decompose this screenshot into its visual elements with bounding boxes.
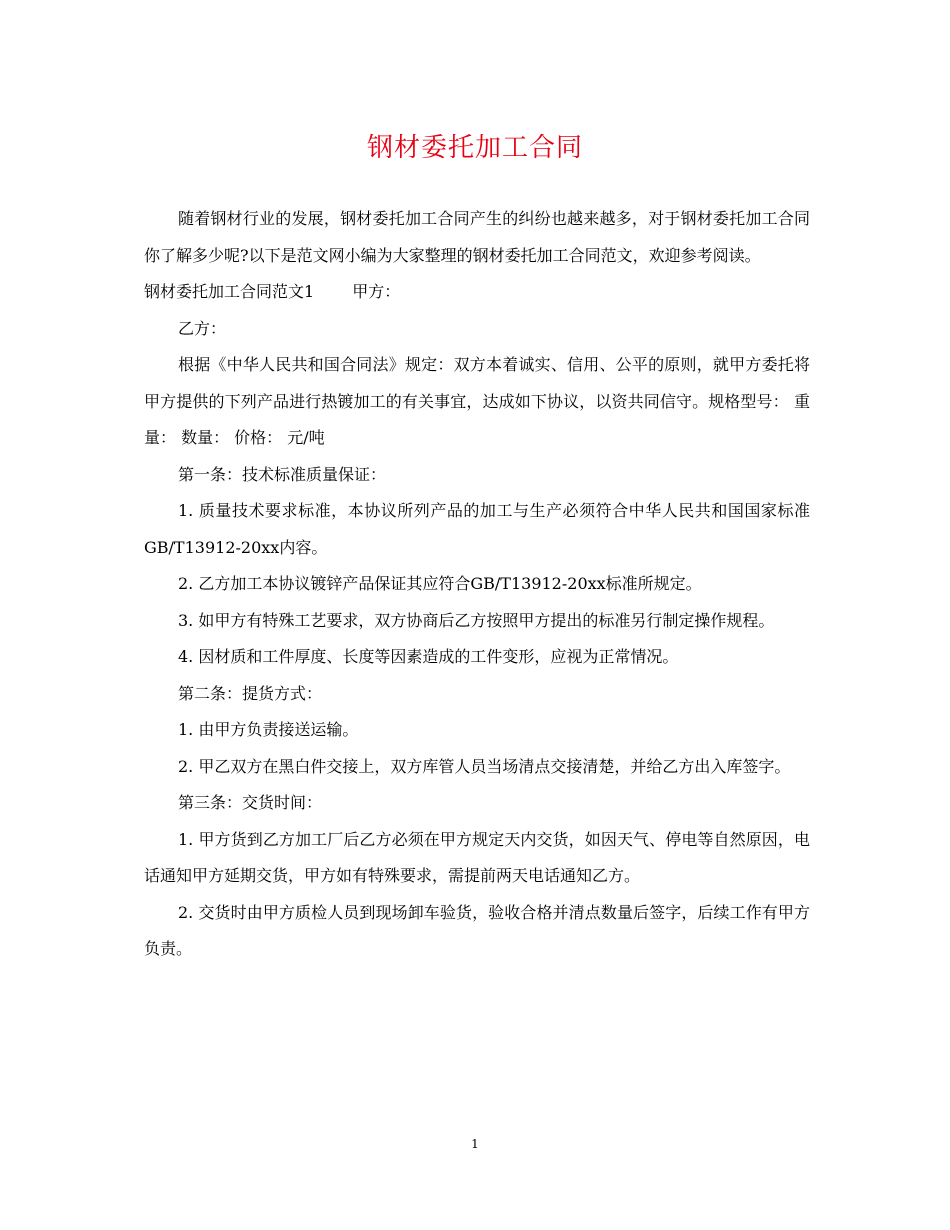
article1-heading: 第一条：技术标准质量保证： [178,464,387,484]
document-body [144,201,810,968]
party-a-label: 甲方： [352,282,401,301]
article1-item: 1. 质量技术要求标准，本协议所列产品的加工与生产必须符合中华人民共和国国家标准GB/T13912-20xx内容。 [144,501,810,557]
preamble-paragraph: 根据《中华人民共和国合同法》规定：双方本着诚实、信用、公平的原则，就甲方委托将甲方提供的下列产品进行热镀加工的有关事宜，达成如下协议，以资共同信守。规格型号： 重量： 数量： 价格： 元/吨 [144,355,810,447]
article1-item: 3. 如甲方有特殊工艺要求，双方协商后乙方按照甲方提出的标准另行制定操作规程。 [178,610,775,630]
page-number: 1 [471,1137,479,1151]
party-b-label: 乙方： [178,318,227,338]
article2-heading: 第二条：提货方式： [178,683,323,703]
article3-heading: 第三条：交货时间： [178,793,323,812]
article1-item: 2. 乙方加工本协议镀锌产品保证其应符合GB/T13912-20xx标准所规定。 [178,574,702,593]
sample-heading-line [144,274,810,311]
article3-item: 2. 交货时由甲方质检人员到现场卸车验货，验收合格并清点数量后签字，后续工作有甲方负责。 [144,902,810,958]
article2-item: 2. 甲乙双方在黑白件交接上，双方库管人员当场清点交接清楚，并给乙方出入库签字。 [178,756,791,776]
sample-heading: 钢材委托加工合同范文1 [144,282,315,301]
document-title: 钢材委托加工合同 [366,133,583,163]
article3-item: 1. 甲方货到乙方加工厂后乙方必须在甲方规定天内交货，如因天气、停电等自然原因，电话通知甲方延期交货，甲方如有特殊要求，需提前两天电话通知乙方。 [144,829,810,885]
article1-item: 4. 因材质和工件厚度、长度等因素造成的工件变形，应视为正常情况。 [178,647,679,666]
article2-item: 1. 由甲方负责接送运输。 [178,720,359,739]
intro-paragraph: 随着钢材行业的发展，钢材委托加工合同产生的纠纷也越来越多，对于钢材委托加工合同你了解多少呢?以下是范文网小编为大家整理的钢材委托加工合同范文，欢迎参考阅读。 [144,209,810,265]
